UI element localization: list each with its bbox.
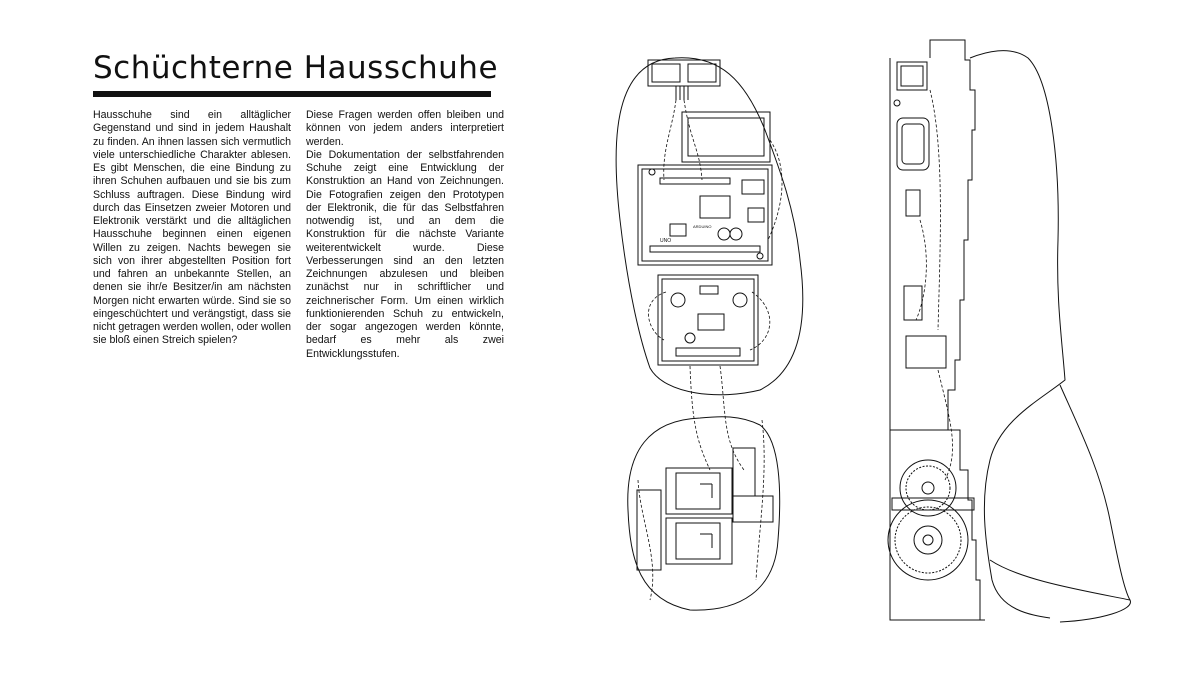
drive-gears	[888, 460, 974, 580]
slipper-side-view	[888, 40, 1130, 622]
distance-sensor	[648, 60, 720, 100]
slipper-top-view	[616, 58, 803, 610]
intro-paragraph: Hausschuhe sind ein alltäglicher Gegenstand und sind in jedem Haushalt zu finden. An ihnen lassen sich vermutlich viele unterschiedliche Charakter ablesen. Es gibt Menschen, die eine Bindung zu ihren Schuhen aufbauen und sie bis zum Schluss auftragen. Diese Bindung wird durch das Einsetzen zweier Motoren und Elektronik verstärkt und die alltäglichen Hausschuhe beginnen einen eigenen Willen zu zeigen. Nachts bewegen sie sich von ihrer abgestellten Position fort und fahren an unbekannte Stellen, an denen sie ihr/e Besitzer/in am nächsten Morgen nicht erwarten würde. Sind sie so eingeschüchtert und verängstigt, dass sie nicht getragen werden wollen, oder wollen sie bloß einen Streich spielen?	[93, 109, 291, 347]
wiring	[638, 100, 782, 600]
motor-assembly	[637, 448, 773, 570]
battery-pack	[682, 112, 770, 162]
arduino-board	[638, 165, 772, 265]
side-wiring	[916, 90, 953, 480]
board-label: UNO	[660, 238, 672, 244]
page-title: Schüchterne Hausschuhe	[93, 50, 499, 86]
documentation-paragraph: Die Dokumentation der selbstfahrenden Schuhe zeigt eine Entwicklung der Konstruktion an Hand von Zeichnungen. Die Fotografien zeigen den Prototypen der Elektronik, die für das Selbstfahren notwendig ist, und an dem die Konstruktion für die nächste Variante weiterentwickelt wurde. Diese Verbesserungen sind an den letzten Zeichnungen abzulesen und bleiben zunächst nur in schriftlicher und zeichnerischer Form. Um einen wirklich funktionierenden Schuh zu entwickeln, der sogar angezogen werden könnte, bedarf es mehr als zwei Entwicklungsstufen.	[306, 148, 504, 360]
board-brand: ARDUINO	[693, 224, 712, 229]
motor-driver-board	[658, 275, 758, 365]
questions-paragraph: Diese Fragen werden offen bleiben und können von jedem anders interpretiert werden.	[306, 109, 504, 148]
